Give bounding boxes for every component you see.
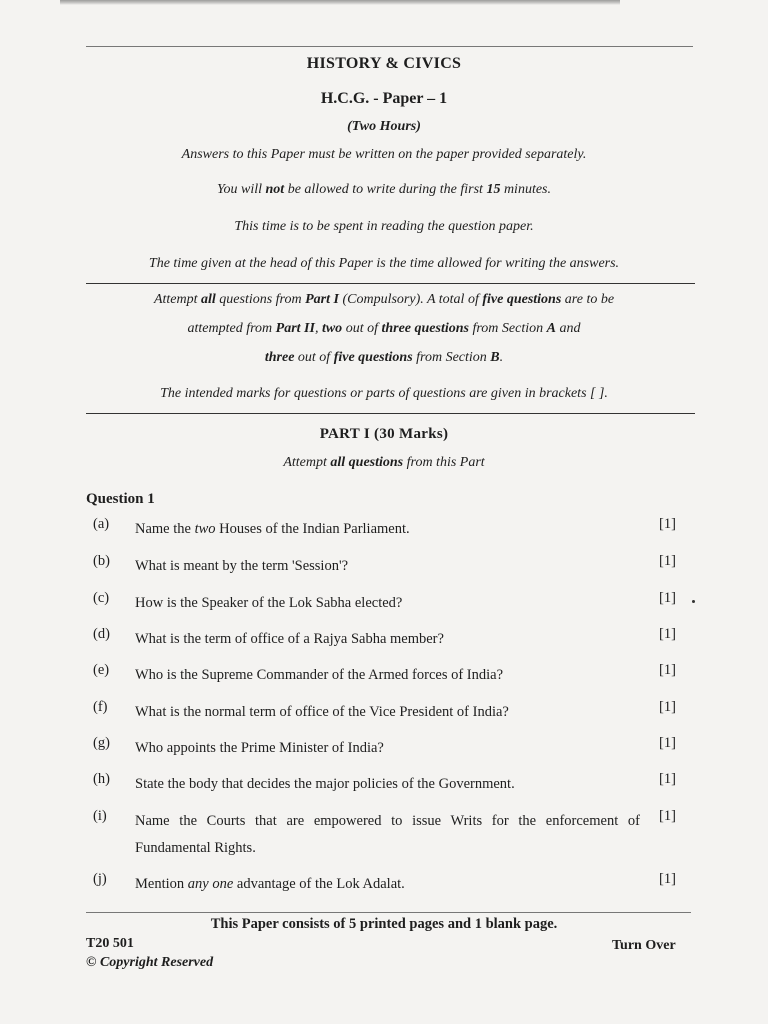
footer-rule (86, 912, 691, 913)
attempt-l3-d: from Section (412, 350, 491, 365)
question-text-post: advantage of the Lok Adalat. (233, 876, 405, 892)
attempt-l1-part1: Part I (305, 292, 339, 307)
instruction-reading-time-mid: be allowed to write during the first (284, 182, 487, 197)
question-label: (h) (93, 771, 110, 787)
attempt-l2-section-a: A (546, 321, 556, 336)
attempt-l3-section-b: B (490, 350, 500, 365)
attempt-l1-five-questions: five questions (482, 292, 562, 307)
stray-mark (692, 600, 695, 603)
page-top-shadow (60, 0, 620, 5)
question-text: Who appoints the Prime Minister of India? (135, 740, 384, 756)
instruction-reading-time (0, 182, 768, 198)
instruction-time-allowed: The time given at the head of this Paper is the time allowed for writing the answers. (148, 256, 620, 271)
question-marks: [1] (659, 771, 676, 787)
copyright: © Copyright Reserved (86, 955, 214, 970)
question-text-emphasis: any one (187, 876, 234, 892)
attempt-l3-five-questions: five questions (333, 350, 413, 365)
question-text: What is the normal term of office of the Vice President of India? (135, 704, 509, 720)
paper-title: H.C.G. - Paper – 1 (320, 90, 448, 107)
question-label: (i) (93, 808, 107, 824)
instruction-reading-purpose: This time is to be spent in reading the question paper. (234, 219, 534, 234)
question-text-emphasis: two (194, 521, 216, 537)
question-text: How is the Speaker of the Lok Sabha elected? (135, 595, 403, 611)
question-text-pre: Mention (135, 876, 188, 892)
question-text-post: Houses of the Indian Parliament. (215, 521, 410, 537)
question-text: Name the Courts that are empowered to issue Writs for the enforcement of Fundamental Rights. (135, 813, 640, 856)
question-text (135, 871, 640, 898)
duration-text: (Two Hours) (347, 119, 421, 134)
instruction-reading-time-pre: You will (217, 182, 266, 197)
turn-over: Turn Over (612, 938, 676, 953)
instruction-minutes-number: 15 (486, 182, 501, 197)
attempt-l3-b: out of (294, 350, 334, 365)
attempt-l2-e: out of (342, 321, 382, 336)
instructions-rule (86, 283, 695, 284)
attempt-line-1 (0, 292, 768, 308)
attempt-l2-g: from Section (468, 321, 547, 336)
attempt-l3-f: . (499, 350, 504, 365)
attempt-l1-c: questions from (215, 292, 306, 307)
question-marks: [1] (659, 735, 676, 751)
attempt-l1-g: are to be (561, 292, 615, 307)
attempt-l2-c: , (314, 321, 322, 336)
attempt-l2-a: attempted from (187, 321, 276, 336)
attempt-line-2 (0, 321, 768, 337)
attempt-l2-i: and (555, 321, 581, 336)
marks-note: The intended marks for questions or parts of questions are given in brackets [ ]. (160, 386, 608, 401)
instruction-not: not (265, 182, 285, 197)
question-text: What is meant by the term 'Session'? (135, 558, 349, 574)
question-label: (b) (93, 553, 110, 569)
paper-code: T20 501 (86, 936, 134, 951)
part1-top-rule (86, 413, 695, 414)
instruction-reading-time-post: minutes. (500, 182, 551, 197)
question-text: Who is the Supreme Commander of the Armed forces of India? (135, 667, 504, 683)
attempt-l2-two: two (321, 321, 343, 336)
question-text: What is the term of office of a Rajya Sabha member? (135, 631, 444, 647)
question-label: (e) (93, 662, 110, 678)
attempt-l1-all: all (201, 292, 216, 307)
instruction-answers: Answers to this Paper must be written on the paper provided separately. (181, 147, 587, 162)
question-label: (a) (93, 516, 110, 532)
question-label: (d) (93, 626, 110, 642)
subject-title: HISTORY & CIVICS (306, 55, 462, 72)
question-label: (j) (93, 871, 107, 887)
question-marks: [1] (659, 626, 676, 642)
question-marks: [1] (659, 516, 676, 532)
question-1-heading: Question 1 (86, 491, 155, 507)
question-label: (c) (93, 590, 110, 606)
attempt-l1-e: (Compulsory). A total of (338, 292, 483, 307)
attempt-l2-three-questions: three questions (381, 321, 469, 336)
question-marks: [1] (659, 699, 676, 715)
attempt-l2-part2: Part II (275, 321, 315, 336)
question-text: State the body that decides the major policies of the Government. (135, 776, 515, 792)
part1-sub-all-questions: all questions (330, 455, 404, 470)
question-label: (g) (93, 735, 110, 751)
header-top-rule (86, 46, 693, 47)
question-marks: [1] (659, 590, 676, 606)
duration (0, 119, 768, 135)
attempt-l1-a: Attempt (153, 292, 201, 307)
pages-note: This Paper consists of 5 printed pages and 1 blank page. (210, 916, 558, 932)
question-label: (f) (93, 699, 108, 715)
part1-title: PART I (30 Marks) (319, 426, 449, 442)
question-marks: [1] (659, 808, 676, 824)
question-marks: [1] (659, 553, 676, 569)
question-marks: [1] (659, 871, 676, 887)
question-text-pre: Name the (135, 521, 195, 537)
question-marks: [1] (659, 662, 676, 678)
question-text (135, 516, 640, 543)
attempt-l3-three: three (264, 350, 295, 365)
part1-subtitle (0, 455, 768, 471)
attempt-line-3 (0, 350, 768, 366)
part1-sub-c: from this Part (403, 455, 485, 470)
part1-sub-a: Attempt (283, 455, 331, 470)
